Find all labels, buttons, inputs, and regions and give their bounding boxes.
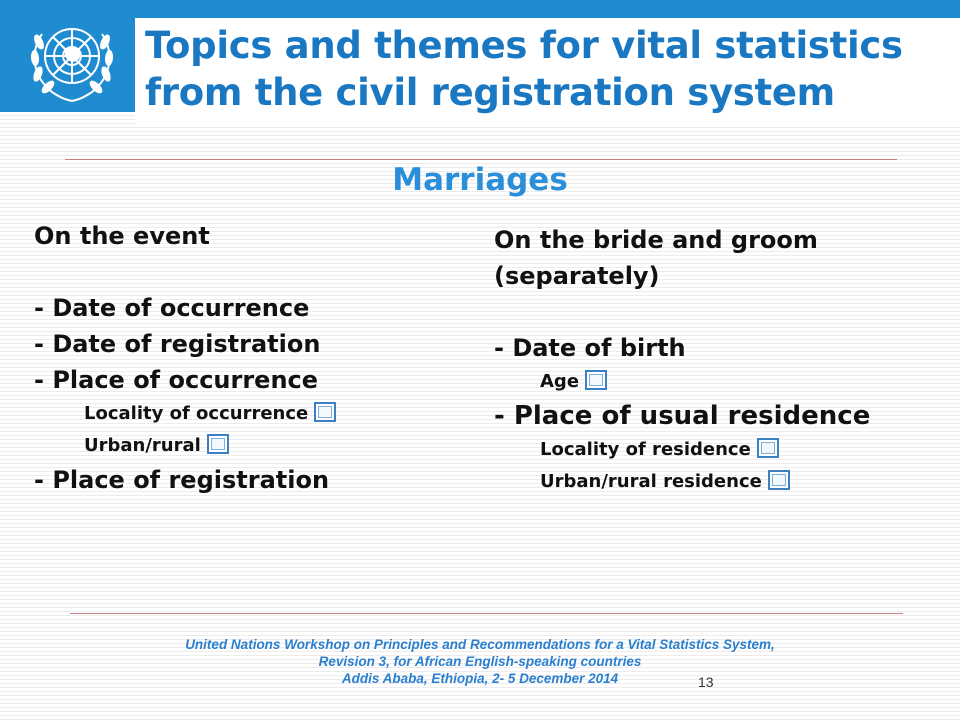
tabulation-marker-icon [768,470,790,490]
list-item: - Date of birth [494,334,686,362]
sub-item-label: Locality of occurrence [84,403,309,424]
event-heading: On the event [34,222,210,250]
tabulation-marker-icon [207,434,229,454]
un-emblem-icon [22,10,122,106]
list-item: - Place of occurrence [34,366,319,394]
tabulation-marker-icon [757,438,779,458]
footer [60,636,900,687]
footer-line: Revision 3, for African English-speaking countries [318,654,642,669]
footer-line: United Nations Workshop on Principles and Recommendations for a Vital Statistics System, [185,637,775,652]
sub-item [494,434,934,466]
sub-item [494,366,934,398]
sub-item-label: Locality of residence [540,439,751,460]
list-item: - Place of usual residence [494,401,871,431]
bride-groom-heading-note: (separately) [494,262,660,290]
sub-item-label: Urban/rural [84,435,201,456]
list-item: - Place of registration [34,466,330,494]
tabulation-marker-icon [314,402,336,422]
event-topics-column [34,218,474,498]
page-number: 13 [698,674,714,690]
divider-top [65,159,897,160]
sub-item [34,430,474,462]
sub-item [34,398,474,430]
tabulation-marker-icon [585,370,607,390]
bride-groom-heading: On the bride and groom [494,226,818,254]
bride-groom-topics-column [494,222,934,498]
slide-title: Topics and themes for vital statistics from the civil registration system [145,24,903,114]
divider-bottom [70,613,903,614]
sub-item [494,466,934,498]
list-item: - Date of registration [34,330,321,358]
section-title: Marriages [392,162,568,198]
list-item: - Date of occurrence [34,294,310,322]
header-bar [0,0,960,18]
sub-item-label: Urban/rural residence [540,471,762,492]
footer-line: Addis Ababa, Ethiopia, 2- 5 December 2014 [341,671,619,686]
sub-item-label: Age [540,371,580,392]
